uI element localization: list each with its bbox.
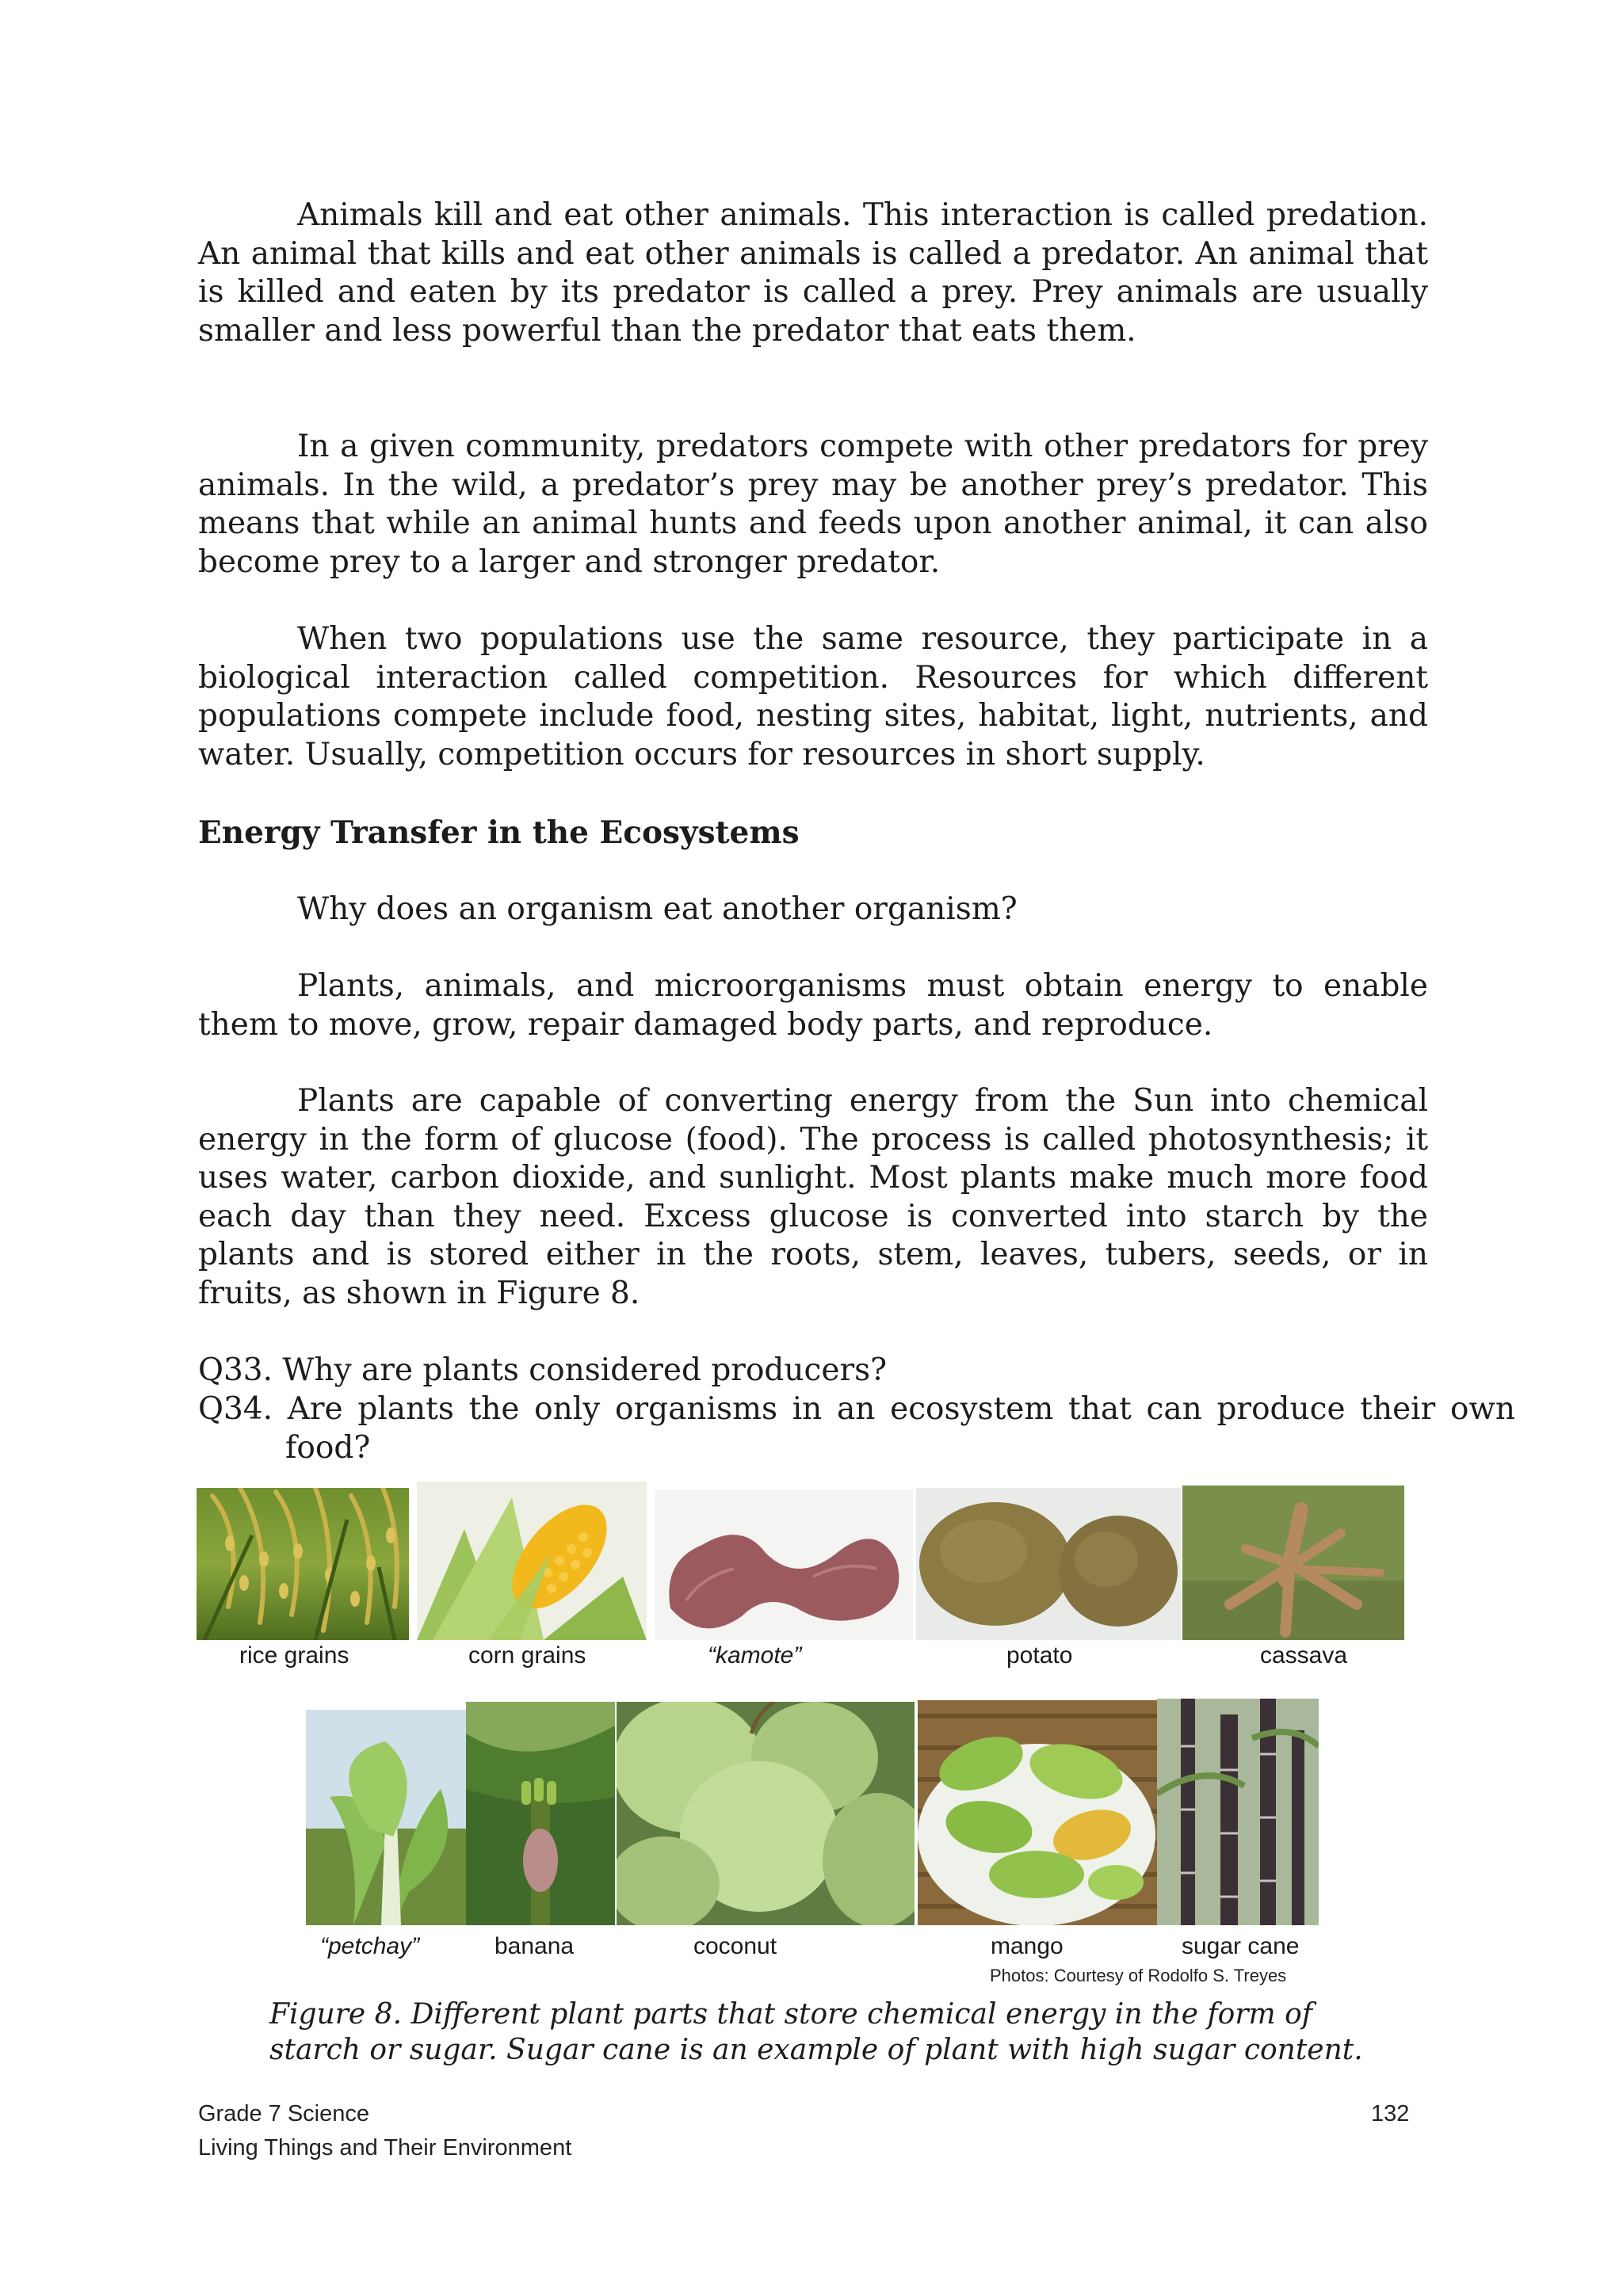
paragraph-photosynthesis: Plants are capable of converting energy from the Sun into chemical energy in the form of glucose (food). The process is called photosynthesis; it uses water, carbon dioxide, and sunlight. Most plants make much more food each day than they need. Excess glucose is converted into starch by the plants and is stored either in the roots, stem, leaves, tubers, seeds, or in fruits, as shown in Figure 8. — [198, 1083, 1428, 1311]
label-sugar-cane: sugar cane — [1182, 1933, 1300, 1959]
label-petchay: “petchay” — [320, 1933, 420, 1959]
label-cassava: cassava — [1260, 1642, 1348, 1669]
photo-credit: Photos: Courtesy of Rodolfo S. Treyes — [990, 1966, 1287, 1985]
petchay-photo — [306, 1710, 468, 1925]
label-kamote: “kamote” — [708, 1642, 802, 1669]
label-banana: banana — [495, 1933, 575, 1959]
kamote-photo — [655, 1489, 913, 1640]
sugar-cane-photo — [1157, 1699, 1319, 1925]
cassava-photo — [1182, 1486, 1404, 1640]
paragraph-energy-need: Plants, animals, and microorganisms must obtain energy to enable them to move, grow, repair damaged body parts, and reproduce. — [198, 968, 1428, 1043]
potato-photo — [916, 1488, 1181, 1640]
figure-caption: Figure 8. Different plant parts that store chemical energy in the form of starch or sugar. Sugar cane is an example of plant with high sugar content. — [269, 1998, 1363, 2066]
question-q34: Q34. Are plants the only organisms in an ecosystem that can produce their own food? — [198, 1391, 1515, 1466]
paragraph-predation: Animals kill and eat other animals. This interaction is called predation. An animal that kills and eat other animals is called a predator. An animal that is killed and eaten by its predator is called a prey. Prey animals are usually smaller and less powerful than the predator that eats them. — [198, 197, 1428, 349]
banana-photo — [466, 1702, 615, 1925]
coconut-photo — [617, 1702, 915, 1925]
label-mango: mango — [991, 1933, 1064, 1959]
paragraph-predator-prey: In a given community, predators compete with other predators for prey animals. In the wild, a predator’s prey may be another prey’s predator. This means that while an animal hunts and feeds upon another animal, it can also become prey to a larger and stronger predator. — [198, 429, 1428, 580]
footer-subject: Grade 7 Science — [198, 2101, 370, 2126]
corn-grains-photo — [417, 1482, 647, 1640]
paragraph-question: Why does an organism eat another organism? — [297, 891, 1018, 927]
rice-grains-photo — [197, 1488, 409, 1640]
label-corn-grains: corn grains — [468, 1642, 586, 1669]
paragraph-competition: When two populations use the same resource, they participate in a biological interaction called competition. Resources for which different populations compete include food, nesting sites, habitat, light, nutrients, and water. Usually, competition occurs for resources in short supply. — [198, 621, 1428, 772]
label-potato: potato — [1006, 1642, 1073, 1669]
label-coconut: coconut — [693, 1933, 777, 1959]
section-heading: Energy Transfer in the Ecosystems — [198, 814, 800, 851]
page-number: 132 — [1371, 2101, 1410, 2126]
mango-photo — [918, 1700, 1157, 1925]
question-q33: Q33. Why are plants considered producers? — [198, 1352, 888, 1388]
label-rice-grains: rice grains — [239, 1642, 349, 1669]
footer-unit: Living Things and Their Environment — [198, 2135, 572, 2161]
